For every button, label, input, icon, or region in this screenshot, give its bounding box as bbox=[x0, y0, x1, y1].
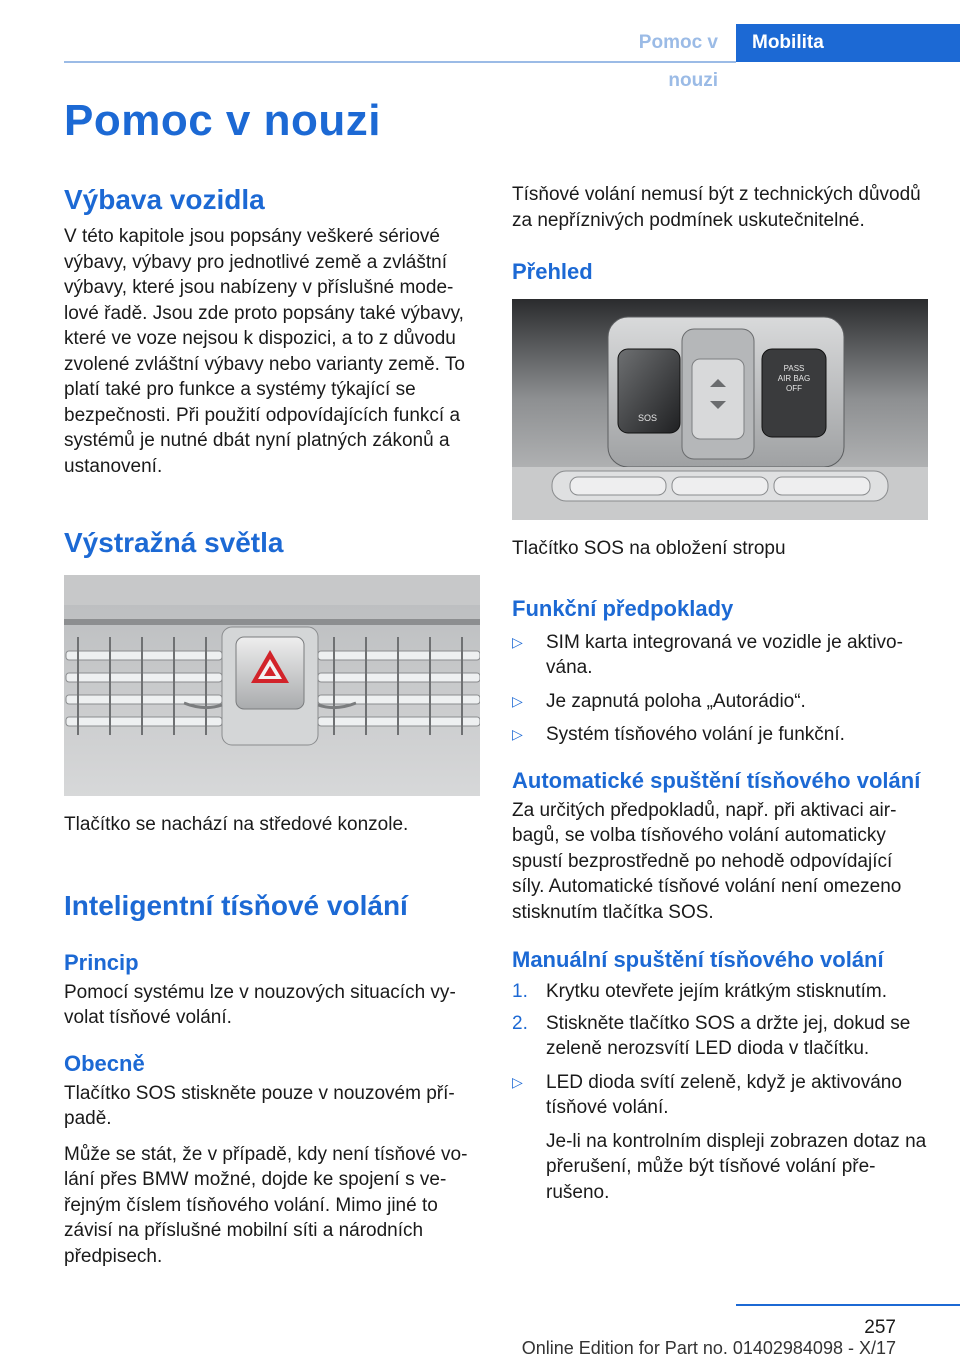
emergency-heading: Inteligentní tísňové volání bbox=[64, 889, 408, 921]
triangle-bullet-icon: ▷ bbox=[512, 1073, 523, 1090]
edition-note: Online Edition for Part no. 01402984098 - X/17 bbox=[521, 1338, 896, 1358]
hazard-heading: Výstražná světla bbox=[64, 527, 284, 558]
list-item: ▷ Je zapnutá poloha „Autorádio“. bbox=[512, 689, 928, 715]
step-number: 2. bbox=[512, 1012, 528, 1034]
list-item: ▷ SIM karta integrovaná ve vozidle je aktivována. bbox=[512, 631, 903, 678]
general-heading: Obecně bbox=[64, 1050, 145, 1076]
general-text-1: Tlačítko SOS stiskněte pouze v nouzovém případě. bbox=[64, 1082, 455, 1129]
list-item: 1. Krytku otevřete jejím krátkým stisknutím. bbox=[512, 979, 928, 1005]
footer-rule bbox=[736, 1304, 960, 1306]
prereq-heading: Funkční předpoklady bbox=[512, 595, 734, 621]
sos-panel-illustration bbox=[512, 299, 928, 520]
overview-heading: Přehled bbox=[512, 259, 593, 284]
availability-text: Tísňové volání nemusí být z technických důvodů za nepříznivých podmínek uskutečnitelné. bbox=[512, 184, 921, 231]
hazard-switch-illustration bbox=[64, 575, 480, 796]
pass-airbag-line-3: OFF bbox=[786, 384, 802, 393]
header-section-tab[interactable]: Pomoc v nouzi bbox=[638, 32, 718, 91]
list-item: 2. Stiskněte tlačítko SOS a držte jej, dokud se zeleně nerozsvítí LED dioda v tlačítku. bbox=[512, 1012, 911, 1059]
triangle-bullet-icon: ▷ bbox=[512, 692, 523, 709]
step-number: 1. bbox=[512, 981, 528, 1002]
sos-caption: Tlačítko SOS na obložení stropu bbox=[512, 538, 786, 559]
prereq-list bbox=[512, 630, 928, 748]
header-rule bbox=[64, 61, 736, 63]
manual-result-list bbox=[512, 1070, 928, 1206]
manual-call-heading: Manuální spuštění tísňového volání bbox=[512, 947, 884, 972]
manual-steps-list bbox=[512, 979, 928, 1062]
principle-heading: Princip bbox=[64, 949, 139, 975]
page-title: Pomoc v nouzi bbox=[64, 96, 381, 145]
right-column bbox=[512, 182, 928, 1205]
left-column bbox=[64, 182, 480, 1269]
principle-text: Pomocí systému lze v nouzových situacích vyvolat tísňové volání. bbox=[64, 981, 456, 1028]
list-item: ▷ LED dioda svítí zeleně, když je aktivováno tísňové volání. Je-li na kontrolním displeji zobrazen dotaz na přerušení, může být tísňové volání přerušeno. bbox=[512, 1070, 928, 1206]
hazard-image bbox=[64, 575, 480, 796]
auto-call-heading: Automatické spuštění tísňového volání bbox=[512, 767, 921, 793]
page-number: 257 bbox=[864, 1317, 896, 1338]
sos-image bbox=[512, 299, 928, 520]
triangle-bullet-icon: ▷ bbox=[512, 633, 523, 650]
pass-airbag-line-1: PASS bbox=[783, 364, 805, 373]
equipment-text: V této kapitole jsou popsány veškeré sériové výbavy, výbavy pro jednotlivé země a zvláštní výbavy, které jsou nabízeny v příslušné modelové řadě. Jsou zde proto popsány také výbavy, které ve voze nejsou k dispozici, a to z důvodu zvolené zvláštní výbavy nebo varianty země. To platí také pro funkce a systémy týkající se bezpečnosti. Při použití odpovídajících funkcí a systémů je nutné dbát nyní platných zákonů a ustanovení. bbox=[64, 226, 465, 477]
pass-airbag-line-2: AIR BAG bbox=[777, 374, 811, 383]
running-header bbox=[574, 24, 960, 91]
general-text-2: Může se stát, že v případě, kdy není tísňové volání přes BMW možné, dojde ke spojení s veřejným číslem tísňového volání. Mimo jiné to závisí na příslušné mobilní síti a národních předpisech. bbox=[64, 1143, 468, 1267]
hazard-caption: Tlačítko se nachází na středové konzole. bbox=[64, 814, 409, 835]
triangle-bullet-icon: ▷ bbox=[512, 726, 523, 742]
auto-call-text: Za určitých předpokladů, např. při aktivaci airbagů, se volba tísňového volání automaticky spustí bezprostředně po nehodě odpovídající síly. Automatické tísňové volání není omezeno stisknutím tlačítka SOS. bbox=[512, 799, 902, 923]
header-chapter-tab[interactable]: Mobilita bbox=[736, 24, 960, 62]
equipment-heading: Výbava vozidla bbox=[64, 184, 265, 215]
cancel-note: Je-li na kontrolním displeji zobrazen dotaz na přerušení, může být tísňové volání přerušeno. bbox=[546, 1130, 927, 1203]
list-item: ▷ Systém tísňového volání je funkční. bbox=[512, 722, 928, 748]
sos-label: SOS bbox=[638, 413, 658, 423]
